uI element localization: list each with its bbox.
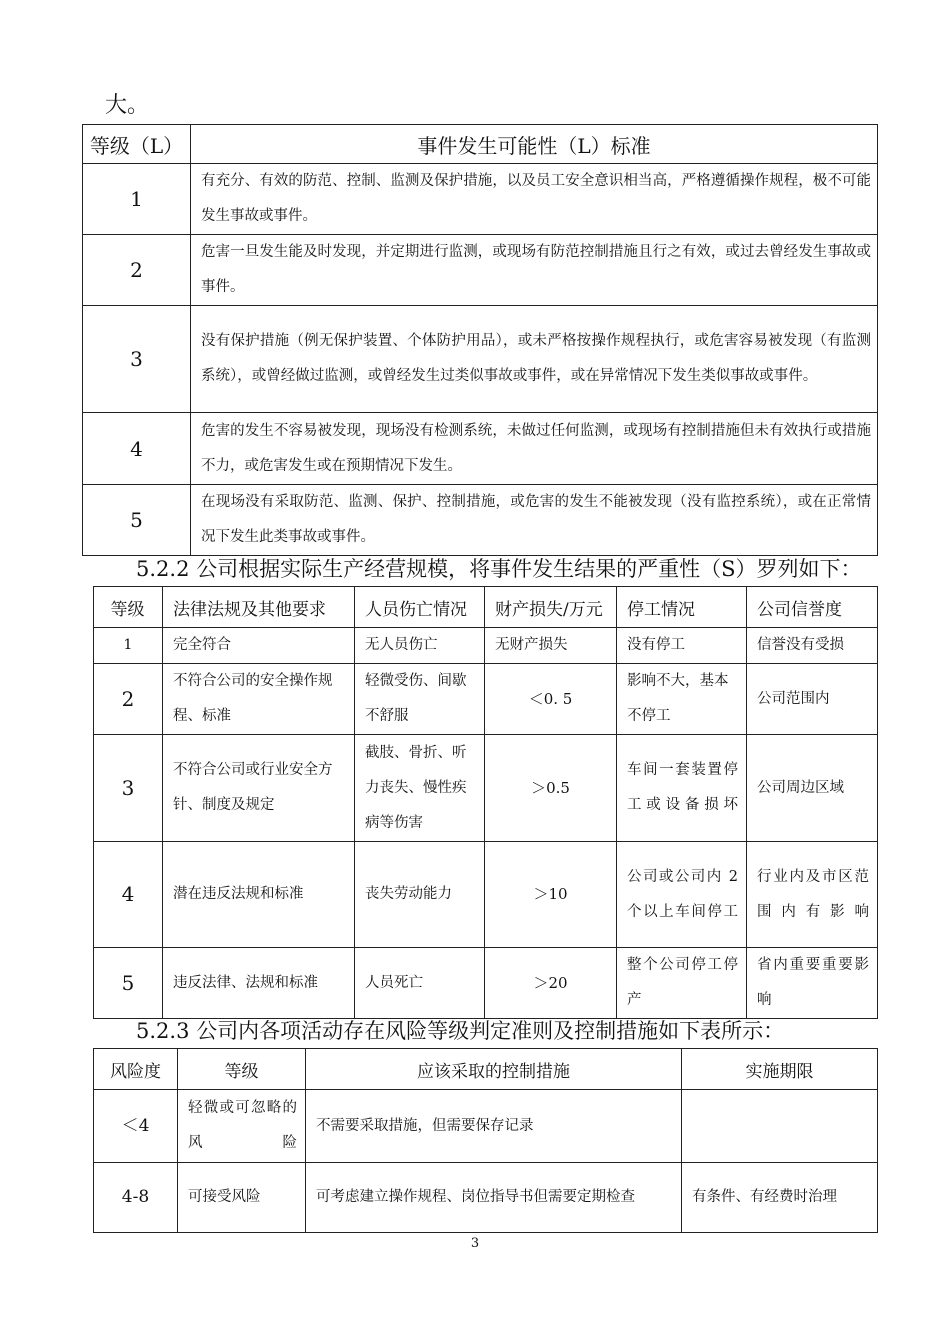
level-cell: 2 xyxy=(83,235,191,306)
level-cell: 5 xyxy=(83,485,191,556)
property-loss-cell: 无财产损失 xyxy=(485,628,617,664)
risk-degree-cell: ＜4 xyxy=(94,1090,178,1163)
level-cell: 1 xyxy=(94,628,163,664)
header-shutdown: 停工情况 xyxy=(617,587,747,628)
header-property-loss: 财产损失/万元 xyxy=(485,587,617,628)
intro-text: 大。 xyxy=(105,93,150,118)
deadline-cell xyxy=(682,1090,878,1163)
property-loss-cell: ＞0.5 xyxy=(485,735,617,842)
criteria-cell: 危害的发生不容易被发现，现场没有检测系统，未做过任何监测，或现场有控制措施但未有效执行或措施不力，或危害发生或在预期情况下发生。 xyxy=(191,413,878,485)
reputation-cell: 公司范围内 xyxy=(747,664,878,735)
shutdown-cell: 车间一套装置停工或设备损坏 xyxy=(617,735,747,842)
level-cell: 4 xyxy=(94,842,163,948)
level-cell: 3 xyxy=(94,735,163,842)
risk-degree-cell: 4-8 xyxy=(94,1163,178,1233)
table-row xyxy=(83,413,878,485)
law-cell: 不符合公司的安全操作规程、标准 xyxy=(163,664,355,735)
table-row xyxy=(83,485,878,556)
risk-table xyxy=(93,1048,878,1233)
severity-table xyxy=(93,586,878,1019)
header-risk-degree: 风险度 xyxy=(94,1049,178,1090)
injury-cell: 人员死亡 xyxy=(355,948,485,1019)
reputation-cell: 公司周边区域 xyxy=(747,735,878,842)
criteria-cell: 没有保护措施（例无保护装置、个体防护用品），或未严格按操作规程执行，或危害容易被发现（有监测系统），或曾经做过监测，或曾经发生过类似事故或事件，或在异常情况下发生类似事故或事件。 xyxy=(191,306,878,413)
header-reputation: 公司信誉度 xyxy=(747,587,878,628)
law-cell: 完全符合 xyxy=(163,628,355,664)
injury-cell: 轻微受伤、间歇不舒服 xyxy=(355,664,485,735)
table-row xyxy=(94,735,878,842)
table-row xyxy=(94,1090,878,1163)
header-level: 等级 xyxy=(94,587,163,628)
grade-cell: 轻微或可忽略的风险 xyxy=(178,1090,306,1163)
header-deadline: 实施期限 xyxy=(682,1049,878,1090)
reputation-cell: 信誉没有受损 xyxy=(747,628,878,664)
page-number: 3 xyxy=(470,1236,480,1251)
control-measures-cell: 不需要采取措施，但需要保存记录 xyxy=(306,1090,682,1163)
level-cell: 4 xyxy=(83,413,191,485)
table-row xyxy=(83,235,878,306)
header-injury: 人员伤亡情况 xyxy=(355,587,485,628)
shutdown-cell: 公司或公司内 2 个以上车间停工 xyxy=(617,842,747,948)
deadline-cell: 有条件、有经费时治理 xyxy=(682,1163,878,1233)
shutdown-cell: 没有停工 xyxy=(617,628,747,664)
grade-cell: 可接受风险 xyxy=(178,1163,306,1233)
property-loss-cell: ＜0. 5 xyxy=(485,664,617,735)
table-header-row xyxy=(94,587,878,628)
table-row xyxy=(94,1163,878,1233)
table-row xyxy=(94,628,878,664)
header-law: 法律法规及其他要求 xyxy=(163,587,355,628)
table-row xyxy=(83,306,878,413)
injury-cell: 丧失劳动能力 xyxy=(355,842,485,948)
table-row xyxy=(94,842,878,948)
property-loss-cell: ＞10 xyxy=(485,842,617,948)
header-grade: 等级 xyxy=(178,1049,306,1090)
level-cell: 2 xyxy=(94,664,163,735)
table-row xyxy=(94,948,878,1019)
criteria-cell: 危害一旦发生能及时发现，并定期进行监测，或现场有防范控制措施且行之有效，或过去曾经发生事故或事件。 xyxy=(191,235,878,306)
criteria-cell: 在现场没有采取防范、监测、保护、控制措施，或危害的发生不能被发现（没有监控系统），或在正常情况下发生此类事故或事件。 xyxy=(191,485,878,556)
severity-heading: 5.2.2 公司根据实际生产经营规模，将事件发生结果的严重性（S）罗列如下： xyxy=(136,557,862,581)
likelihood-table xyxy=(82,124,878,556)
shutdown-cell: 影响不大，基本不停工 xyxy=(617,664,747,735)
reputation-cell: 省内重要重要影响 xyxy=(747,948,878,1019)
level-cell: 1 xyxy=(83,164,191,235)
table-row xyxy=(94,664,878,735)
law-cell: 不符合公司或行业安全方针、制度及规定 xyxy=(163,735,355,842)
level-cell: 3 xyxy=(83,306,191,413)
table-header-row xyxy=(94,1049,878,1090)
risk-heading: 5.2.3 公司内各项活动存在风险等级判定准则及控制措施如下表所示： xyxy=(136,1019,785,1043)
header-level: 等级（L） xyxy=(83,125,191,164)
control-measures-cell: 可考虑建立操作规程、岗位指导书但需要定期检查 xyxy=(306,1163,682,1233)
reputation-cell: 行业内及市区范围内有影响 xyxy=(747,842,878,948)
shutdown-cell: 整个公司停工停产 xyxy=(617,948,747,1019)
header-criteria: 事件发生可能性（L）标准 xyxy=(191,125,878,164)
criteria-cell: 有充分、有效的防范、控制、监测及保护措施，以及员工安全意识相当高，严格遵循操作规程，极不可能发生事故或事件。 xyxy=(191,164,878,235)
injury-cell: 截肢、骨折、听力丧失、慢性疾病等伤害 xyxy=(355,735,485,842)
law-cell: 违反法律、法规和标准 xyxy=(163,948,355,1019)
law-cell: 潜在违反法规和标准 xyxy=(163,842,355,948)
table-row xyxy=(83,164,878,235)
header-control-measures: 应该采取的控制措施 xyxy=(306,1049,682,1090)
level-cell: 5 xyxy=(94,948,163,1019)
table-header-row xyxy=(83,125,878,164)
injury-cell: 无人员伤亡 xyxy=(355,628,485,664)
property-loss-cell: ＞20 xyxy=(485,948,617,1019)
